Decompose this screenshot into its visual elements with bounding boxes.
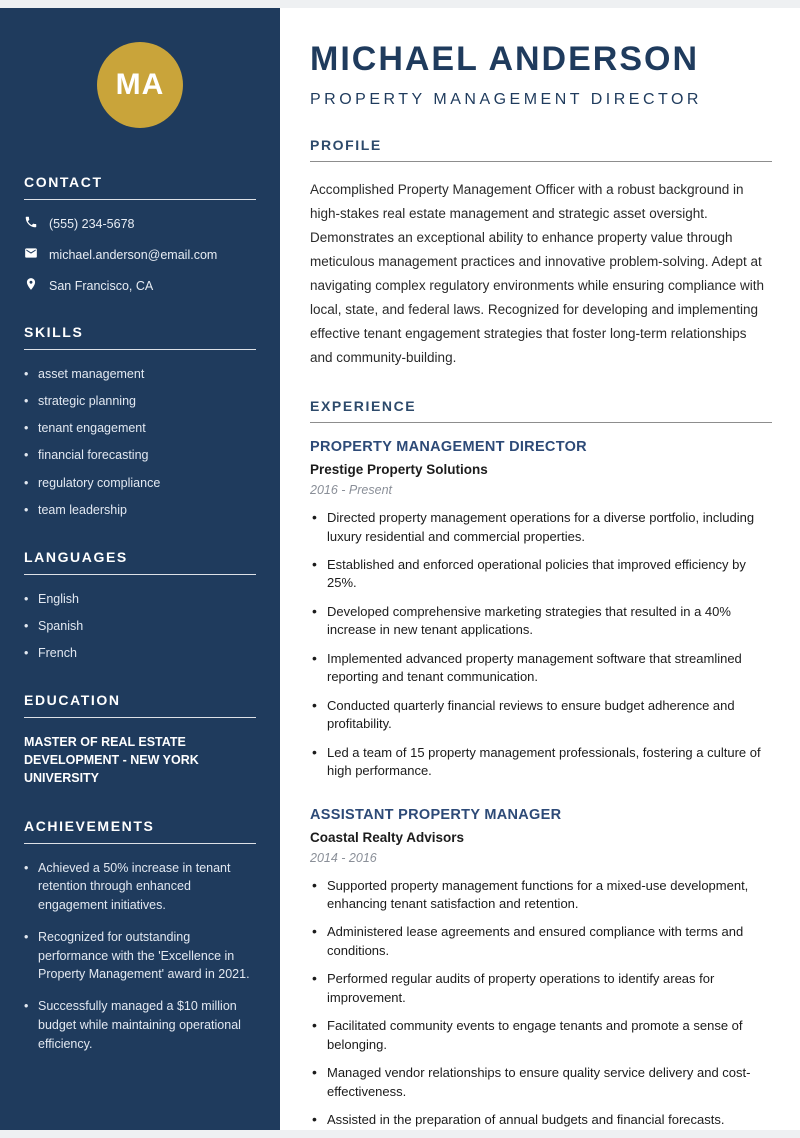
job-bullet: • Supported property management functions for a mixed-use development, enhancing tenant satisfaction and retention. [310, 877, 772, 914]
language-item: • French [24, 644, 256, 662]
language-item: • English [24, 590, 256, 608]
job-bullet: • Established and enforced operational policies that improved efficiency by 25%. [310, 556, 772, 593]
skill-item: • strategic planning [24, 392, 256, 410]
skill-item: • tenant engagement [24, 419, 256, 437]
job-bullet: • Facilitated community events to engage tenants and promote a sense of belonging. [310, 1017, 772, 1054]
job-title: ASSISTANT PROPERTY MANAGER [310, 806, 562, 823]
experience-section [310, 398, 772, 1129]
contact-email-row [24, 246, 256, 263]
education-degree: MASTER OF REAL ESTATE DEVELOPMENT - NEW YORK UNIVERSITY [24, 735, 199, 786]
resume-page [0, 8, 800, 1130]
candidate-title: PROPERTY MANAGEMENT DIRECTOR [310, 91, 702, 108]
languages-section [24, 549, 256, 662]
job-bullet: • Conducted quarterly financial reviews to ensure budget adherence and profitability. [310, 697, 772, 734]
profile-heading: PROFILE [310, 137, 772, 162]
job-dates: 2014 - 2016 [310, 850, 377, 865]
job-bullet: • Managed vendor relationships to ensure quality service delivery and cost-effectiveness. [310, 1064, 772, 1101]
achievements-list [24, 859, 256, 1054]
language-item: • Spanish [24, 617, 256, 635]
job-bullet: • Implemented advanced property management software that streamlined reporting and tenant communication. [310, 650, 772, 687]
job-bullet: • Assisted in the preparation of annual budgets and financial forecasts. [310, 1111, 772, 1129]
avatar-initials: MA [115, 68, 165, 101]
experience-job [310, 439, 772, 780]
languages-heading: LANGUAGES [24, 549, 256, 575]
achievements-section [24, 818, 256, 1054]
job-title: PROPERTY MANAGEMENT DIRECTOR [310, 439, 587, 456]
languages-list [24, 590, 256, 662]
skills-section [24, 324, 256, 519]
contact-phone: (555) 234-5678 [49, 216, 135, 231]
main-content [280, 8, 800, 1130]
skills-heading: SKILLS [24, 324, 256, 350]
profile-section [310, 137, 772, 370]
job-bullet-list [310, 877, 772, 1130]
sidebar [0, 8, 280, 1130]
experience-job [310, 807, 772, 1130]
skill-item: • regulatory compliance [24, 474, 256, 492]
contact-phone-row [24, 215, 256, 232]
skill-item: • team leadership [24, 501, 256, 519]
job-bullet: • Performed regular audits of property operations to identify areas for improvement. [310, 970, 772, 1007]
experience-heading: EXPERIENCE [310, 398, 772, 423]
job-company: Prestige Property Solutions [310, 462, 488, 478]
contact-location: San Francisco, CA [49, 278, 154, 293]
skills-list [24, 365, 256, 519]
contact-location-row [24, 277, 256, 294]
achievements-heading: ACHIEVEMENTS [24, 818, 256, 844]
contact-section [24, 174, 256, 294]
job-company: Coastal Realty Advisors [310, 829, 465, 845]
phone-icon [24, 215, 38, 232]
job-bullet: • Directed property management operations for a diverse portfolio, including luxury residential and commercial properties. [310, 509, 772, 546]
avatar [97, 42, 183, 128]
job-bullet: • Developed comprehensive marketing strategies that resulted in a 40% increase in new tenant applications. [310, 603, 772, 640]
contact-email: michael.anderson@email.com [49, 247, 218, 262]
contact-heading: CONTACT [24, 174, 256, 200]
education-section [24, 692, 256, 787]
education-heading: EDUCATION [24, 692, 256, 718]
location-pin-icon [24, 277, 38, 294]
skill-item: • asset management [24, 365, 256, 383]
job-bullet-list [310, 509, 772, 780]
profile-text: Accomplished Property Management Officer with a robust background in high-stakes real estate management and strategic asset oversight. Demonstrates an exceptional ability to enhance property value through meticulous management practices and innovative problem-solving. Adept at navigating complex regulatory environments while ensuring compliance with local, state, and federal laws. Recognized for developing and implementing effective tenant engagement strategies that foster long-term relationships and community-building. [310, 182, 764, 366]
job-bullet: • Led a team of 15 property management professionals, fostering a culture of high performance. [310, 744, 772, 781]
email-icon [24, 246, 38, 263]
job-bullet: • Administered lease agreements and ensured compliance with terms and conditions. [310, 923, 772, 960]
candidate-name: MICHAEL ANDERSON [310, 40, 700, 78]
achievement-item: • Recognized for outstanding performance with the 'Excellence in Property Management' award in 2021. [24, 928, 256, 984]
job-dates: 2016 - Present [310, 483, 392, 498]
skill-item: • financial forecasting [24, 446, 256, 464]
achievement-item: • Achieved a 50% increase in tenant retention through enhanced engagement initiatives. [24, 859, 256, 915]
achievement-item: • Successfully managed a $10 million budget while maintaining operational efficiency. [24, 997, 256, 1053]
